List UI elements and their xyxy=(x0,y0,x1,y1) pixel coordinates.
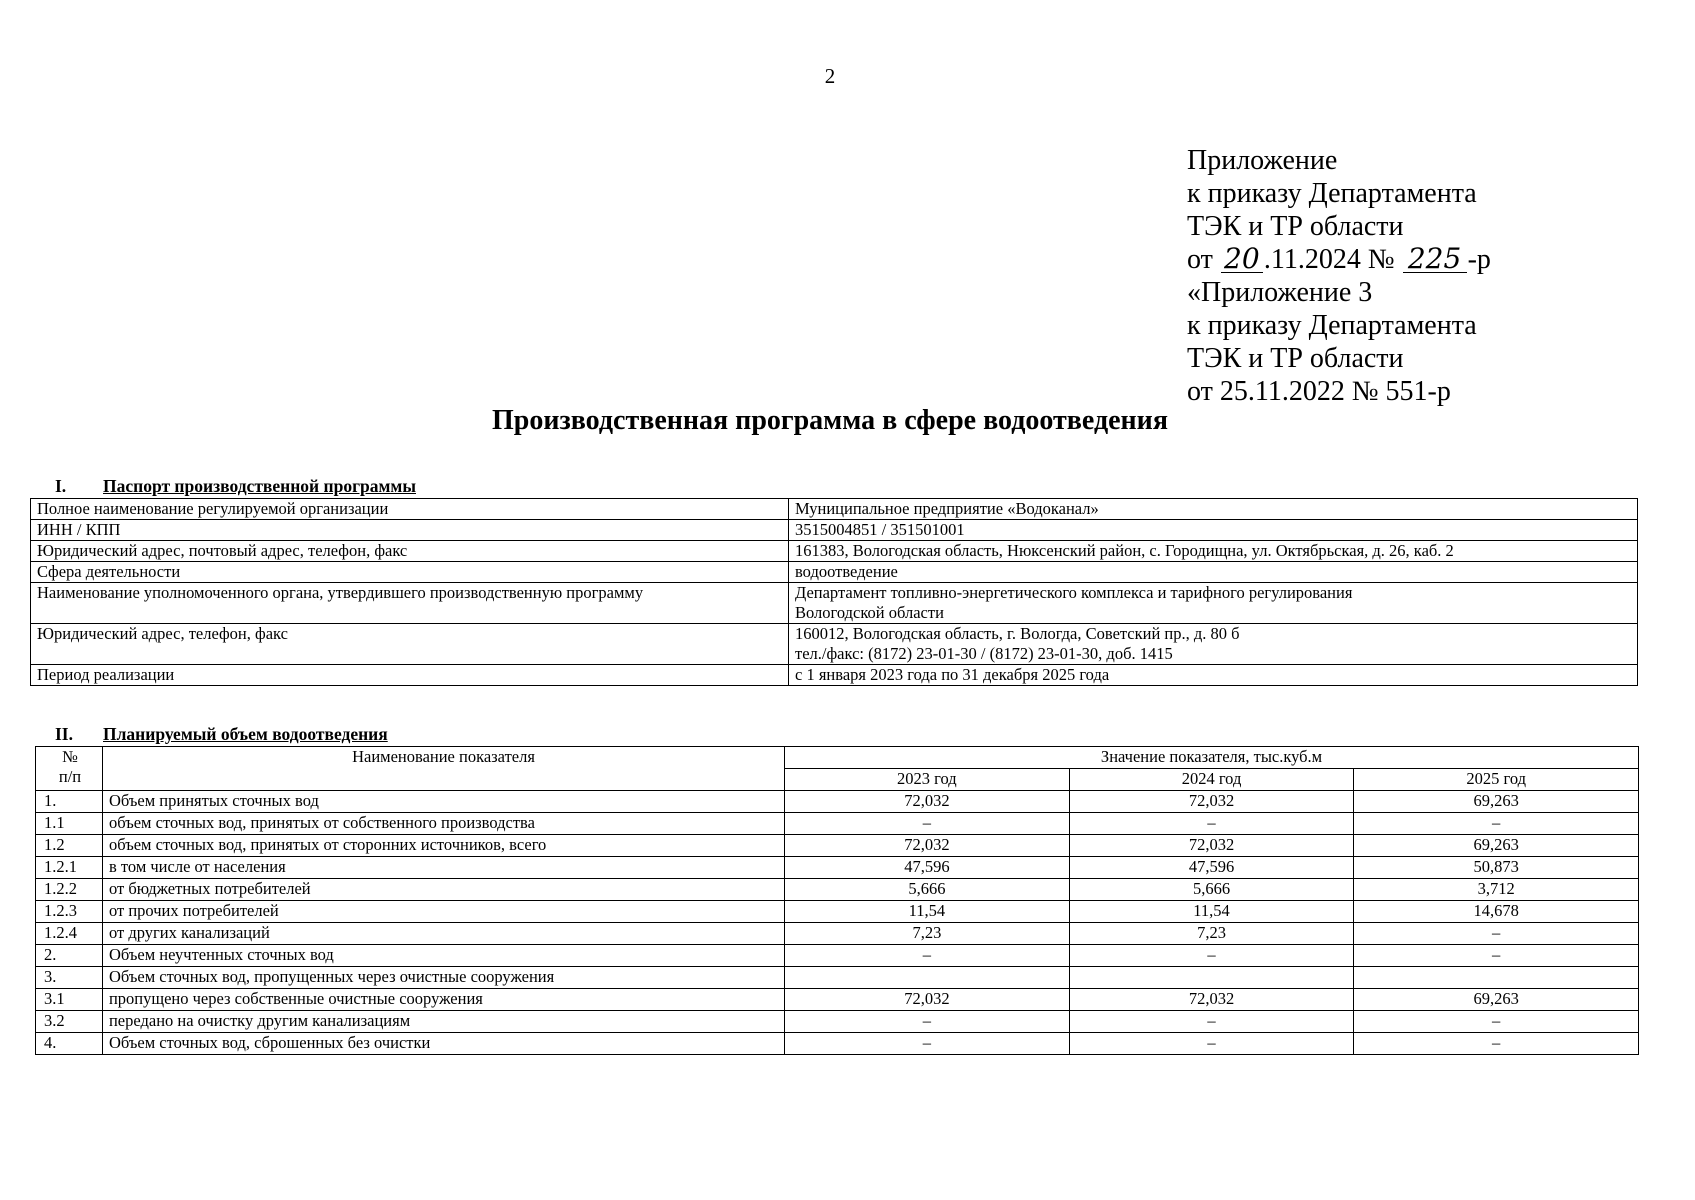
passport-value-line: Вологодской области xyxy=(795,603,944,622)
table-row xyxy=(36,791,1639,813)
row-name: объем сточных вод, принятых от собственного производства xyxy=(102,813,784,835)
row-number: 1.2 xyxy=(36,835,103,857)
header-year: 2024 год xyxy=(1069,769,1354,791)
table-row xyxy=(31,665,1638,686)
table-row xyxy=(31,583,1638,624)
passport-label: Наименование уполномоченного органа, утвердившего производственную программу xyxy=(31,583,789,624)
row-name: Объем принятых сточных вод xyxy=(102,791,784,813)
table-row xyxy=(31,499,1638,520)
header-num-line: № xyxy=(62,747,78,766)
value-2024: 11,54 xyxy=(1069,901,1354,923)
section-title: Планируемый объем водоотведения xyxy=(103,724,388,744)
value-2024: 47,596 xyxy=(1069,857,1354,879)
value-2025: 14,678 xyxy=(1354,901,1639,923)
value-2023: 47,596 xyxy=(785,857,1070,879)
value-2025 xyxy=(1354,967,1639,989)
annex-quoted-line: «Приложение 3 xyxy=(1187,277,1373,308)
passport-value-line: 160012, Вологодская область, г. Вологда, Советский пр., д. 80 б xyxy=(795,624,1240,643)
passport-value: 161383, Вологодская область, Нюксенский район, с. Городищна, ул. Октябрьская, д. 26, каб. 2 xyxy=(789,541,1638,562)
value-2024: 72,032 xyxy=(1069,835,1354,857)
value-2023: 72,032 xyxy=(785,835,1070,857)
passport-label: Юридический адрес, телефон, факс xyxy=(31,624,789,665)
value-2024: – xyxy=(1069,1033,1354,1055)
value-2025: – xyxy=(1354,1033,1639,1055)
passport-label: Полное наименование регулируемой организации xyxy=(31,499,789,520)
value-2024 xyxy=(1069,967,1354,989)
table-row xyxy=(36,945,1639,967)
row-name: передано на очистку другим канализациям xyxy=(102,1011,784,1033)
table-row xyxy=(36,989,1639,1011)
section-number: II. xyxy=(55,724,73,744)
passport-value: с 1 января 2023 года по 31 декабря 2025 года xyxy=(789,665,1638,686)
value-2024: – xyxy=(1069,945,1354,967)
passport-value xyxy=(789,583,1638,624)
header-name: Наименование показателя xyxy=(102,747,784,791)
value-2023: – xyxy=(785,1011,1070,1033)
table-row xyxy=(31,562,1638,583)
annex-quoted-line: к приказу Департамента xyxy=(1187,310,1477,341)
row-name: от прочих потребителей xyxy=(102,901,784,923)
row-number: 1.2.1 xyxy=(36,857,103,879)
value-2023 xyxy=(785,967,1070,989)
annex-line: к приказу Департамента xyxy=(1187,178,1477,209)
header-year: 2025 год xyxy=(1354,769,1639,791)
handwritten-day: 20 xyxy=(1221,246,1263,273)
page-number: 2 xyxy=(824,64,836,88)
value-2025: 69,263 xyxy=(1354,989,1639,1011)
row-number: 1.2.3 xyxy=(36,901,103,923)
passport-label: Юридический адрес, почтовый адрес, телефон, факс xyxy=(31,541,789,562)
value-2024: – xyxy=(1069,1011,1354,1033)
volumes-table xyxy=(35,746,1639,1055)
table-row xyxy=(36,857,1639,879)
table-header-row xyxy=(36,747,1639,769)
annex-quoted-line: от 25.11.2022 № 551-р xyxy=(1187,376,1451,407)
annex-date-line xyxy=(1187,243,1491,276)
value-2023: – xyxy=(785,945,1070,967)
table-row xyxy=(36,1033,1639,1055)
value-2025: – xyxy=(1354,945,1639,967)
row-number: 3. xyxy=(36,967,103,989)
table-row xyxy=(36,879,1639,901)
passport-value-line: тел./факс: (8172) 23-01-30 / (8172) 23-01-30, доб. 1415 xyxy=(795,644,1173,663)
table-row xyxy=(31,624,1638,665)
value-2023: 72,032 xyxy=(785,989,1070,1011)
passport-value: водоотведение xyxy=(789,562,1638,583)
header-num-line: п/п xyxy=(58,767,82,786)
row-name: объем сточных вод, принятых от сторонних источников, всего xyxy=(102,835,784,857)
value-2023: 5,666 xyxy=(785,879,1070,901)
row-name: от бюджетных потребителей xyxy=(102,879,784,901)
value-2025: 3,712 xyxy=(1354,879,1639,901)
row-number: 3.1 xyxy=(36,989,103,1011)
row-number: 1. xyxy=(36,791,103,813)
row-name: Объем неучтенных сточных вод xyxy=(102,945,784,967)
row-name: от других канализаций xyxy=(102,923,784,945)
passport-value xyxy=(789,624,1638,665)
annex-line: Приложение xyxy=(1187,145,1338,176)
value-2024: 7,23 xyxy=(1069,923,1354,945)
row-number: 1.2.4 xyxy=(36,923,103,945)
section-1-heading xyxy=(55,476,416,497)
row-name: пропущено через собственные очистные сооружения xyxy=(102,989,784,1011)
header-year: 2023 год xyxy=(785,769,1070,791)
value-2025: 69,263 xyxy=(1354,791,1639,813)
row-number: 1.1 xyxy=(36,813,103,835)
value-2025: – xyxy=(1354,813,1639,835)
table-row xyxy=(36,923,1639,945)
header-num xyxy=(36,747,103,791)
value-2024: 72,032 xyxy=(1069,989,1354,1011)
table-row xyxy=(31,541,1638,562)
annex-block xyxy=(1187,144,1491,408)
section-2-heading xyxy=(55,724,388,745)
value-2024: 72,032 xyxy=(1069,791,1354,813)
value-2025: – xyxy=(1354,923,1639,945)
value-2023: 72,032 xyxy=(785,791,1070,813)
order-suffix: -р xyxy=(1467,244,1491,275)
date-rest: .11.2024 № xyxy=(1263,244,1395,275)
passport-value: 3515004851 / 351501001 xyxy=(789,520,1638,541)
annex-quoted-line: ТЭК и ТР области xyxy=(1187,343,1404,374)
table-row xyxy=(36,1011,1639,1033)
table-row xyxy=(36,813,1639,835)
passport-value: Муниципальное предприятие «Водоканал» xyxy=(789,499,1638,520)
value-2025: 50,873 xyxy=(1354,857,1639,879)
table-row xyxy=(36,967,1639,989)
value-2023: 7,23 xyxy=(785,923,1070,945)
value-2023: – xyxy=(785,813,1070,835)
passport-label: Период реализации xyxy=(31,665,789,686)
section-title: Паспорт производственной программы xyxy=(103,476,417,496)
passport-label: ИНН / КПП xyxy=(31,520,789,541)
table-row xyxy=(31,520,1638,541)
row-number: 1.2.2 xyxy=(36,879,103,901)
header-value-group: Значение показателя, тыс.куб.м xyxy=(785,747,1639,769)
row-name: в том числе от населения xyxy=(102,857,784,879)
value-2025: – xyxy=(1354,1011,1639,1033)
row-name: Объем сточных вод, пропущенных через очистные сооружения xyxy=(102,967,784,989)
value-2023: 11,54 xyxy=(785,901,1070,923)
value-2025: 69,263 xyxy=(1354,835,1639,857)
passport-value-line: Департамент топливно-энергетического комплекса и тарифного регулирования xyxy=(795,583,1353,602)
passport-label: Сфера деятельности xyxy=(31,562,789,583)
passport-table xyxy=(30,498,1638,686)
value-2024: – xyxy=(1069,813,1354,835)
handwritten-order-number: 225 xyxy=(1403,246,1467,273)
section-number: I. xyxy=(55,476,67,496)
annex-line: ТЭК и ТР области xyxy=(1187,211,1404,242)
volumes-body xyxy=(36,791,1639,1055)
document-title: Производственная программа в сфере водоотведения xyxy=(492,405,1168,436)
row-number: 2. xyxy=(36,945,103,967)
row-number: 3.2 xyxy=(36,1011,103,1033)
table-row xyxy=(36,835,1639,857)
value-2023: – xyxy=(785,1033,1070,1055)
table-row xyxy=(36,901,1639,923)
row-name: Объем сточных вод, сброшенных без очистки xyxy=(102,1033,784,1055)
date-prefix: от xyxy=(1187,244,1213,275)
row-number: 4. xyxy=(36,1033,103,1055)
value-2024: 5,666 xyxy=(1069,879,1354,901)
